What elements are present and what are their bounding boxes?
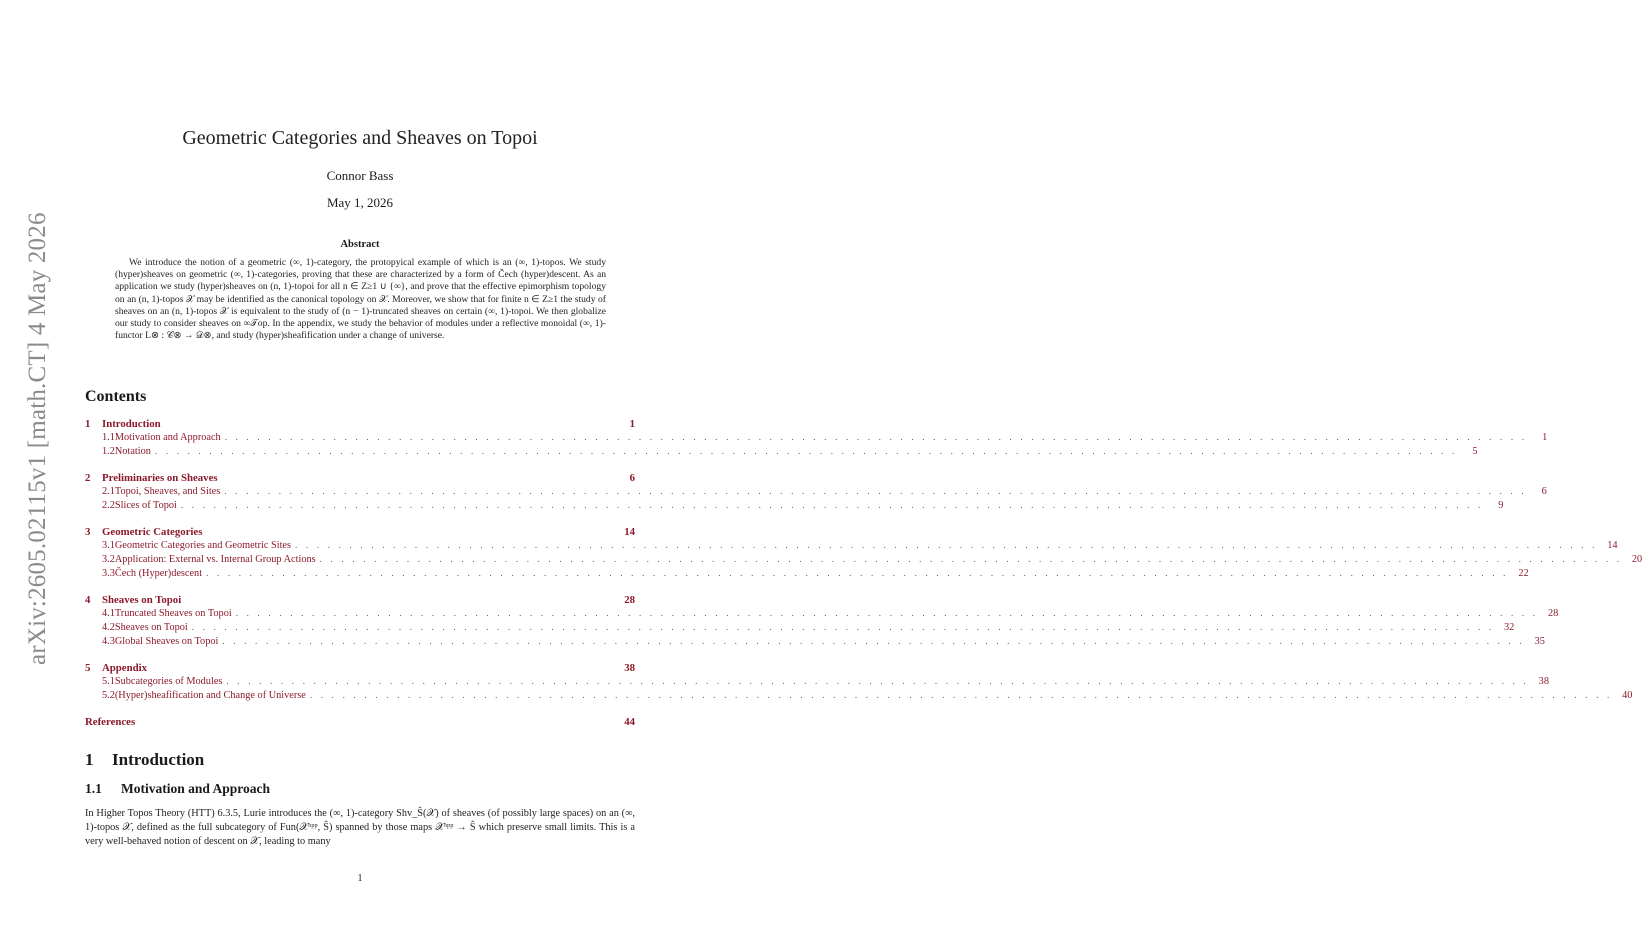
toc-subsection-number: 3.1 bbox=[102, 540, 115, 551]
body-paragraph: In Higher Topos Theory (HTT) 6.3.5, Lurie introduces the (∞, 1)-category Shv_Ŝ(𝒳) of sheaves (of possibly large spaces) on an (∞, 1)-topos 𝒳, defined as the full subcategory of Fun(𝒳ᵒᵖᵖ, Ŝ) spanned by those maps 𝒳ᵒᵖᵖ → Ŝ which preserve small limits. This is a very well-behaved notion of descent on 𝒳, leading to many bbox=[85, 808, 635, 848]
toc-subsection-page: 38 bbox=[1538, 676, 1549, 687]
toc-subsection[interactable] bbox=[85, 608, 1559, 622]
toc-subsection[interactable] bbox=[85, 446, 1478, 460]
toc-subsection-number: 5.1 bbox=[102, 676, 115, 687]
subsection-title: Motivation and Approach bbox=[121, 781, 271, 796]
toc-section-page: 14 bbox=[624, 526, 635, 538]
toc-subsection-label: Motivation and Approach bbox=[114, 432, 221, 443]
toc-spacer bbox=[85, 514, 635, 526]
toc-section[interactable] bbox=[85, 526, 635, 540]
table-of-contents bbox=[85, 418, 1642, 730]
toc-subsection-number: 1.2 bbox=[102, 446, 115, 457]
section-title: Introduction bbox=[112, 750, 205, 769]
toc-subsection-page: 5 bbox=[1472, 446, 1478, 457]
toc-subsection-label: Sheaves on Topoi bbox=[114, 622, 188, 633]
toc-subsection-page: 35 bbox=[1534, 636, 1545, 647]
toc-section-label: Appendix bbox=[102, 662, 148, 674]
toc-section-number: 4 bbox=[85, 594, 91, 606]
toc-subsection-page: 22 bbox=[1518, 568, 1529, 579]
section-heading bbox=[85, 750, 204, 770]
toc-subsection-label: Subcategories of Modules bbox=[114, 676, 223, 687]
toc-leader-dots: . . . . . . . . . . . . . . . . . . . . . . . . . . . . . . . . . . . . . . . . . . . . . . . . . . . . . . . . . . . . . . . . . . . . . . . . . . . . . . . . . . . . . . . . . . . . . . . . . . . . . . . . . . . . . . . . . . . . . . . . bbox=[206, 568, 1509, 578]
toc-subsection-label: Čech (Hyper)descent bbox=[114, 568, 203, 579]
toc-subsection-number: 3.2 bbox=[102, 554, 115, 565]
toc-leader-dots: . . . . . . . . . . . . . . . . . . . . . . . . . . . . . . . . . . . . . . . . . . . . . . . . . . . . . . . . . . . . . . . . . . . . . . . . . . . . . . . . . . . . . . . . . . . . . . . . . . . . . . . . . . . . . . . . . . . . . . . . bbox=[180, 500, 1484, 510]
toc-leader-dots: . . . . . . . . . . . . . . . . . . . . . . . . . . . . . . . . . . . . . . . . . . . . . . . . . . . . . . . . . . . . . . . . . . . . . . . . . . . . . . . . . . . . . . . . . . . . . . . . . . . . . . . . . . . . . . . . . . . . . . . . bbox=[191, 622, 1495, 632]
abstract-text: We introduce the notion of a geometric (∞, 1)-category, the protopyical example of which is an (∞, 1)-topos. We study (hyper)sheaves on geometric (∞, 1)-categories, proving that these are characterized by a form of Čech (hyper)descent. As an application we study (hyper)sheaves on (n, 1)-topoi for all n ∈ Z≥1 ∪ {∞}, and prove that the effective epimorphism topology on an (n, 1)-topos 𝒳 may be identified as the canonical topology on 𝒳. Moreover, we show that for finite n ∈ Z≥1 the study of sheaves on an (n, 1)-topos 𝒳 is equivalent to the study of (n − 1)-truncated sheaves on certain (∞, 1)-topoi. We then globalize our study to consider sheaves on ∞𝒯op. In the appendix, we study the behavior of modules under a reflective monoidal (∞, 1)-functor L⊗ : 𝒞⊗ → 𝒟⊗, and study (hyper)sheafification under a change of universe. bbox=[115, 257, 606, 342]
toc-subsection-label: (Hyper)sheafification and Change of Universe bbox=[114, 690, 306, 701]
toc-subsection[interactable] bbox=[85, 676, 1549, 690]
toc-leader-dots: . . . . . . . . . . . . . . . . . . . . . . . . . . . . . . . . . . . . . . . . . . . . . . . . . . . . . . . . . . . . . . . . . . . . . . . . . . . . . . . . . . . . . . . . . . . . . . . . . . . . . . . . . . . . . . . . . . . . . . . . bbox=[222, 636, 1525, 646]
toc-references-page: 44 bbox=[624, 716, 635, 728]
toc-subsection-page: 20 bbox=[1631, 554, 1642, 565]
toc-subsection-page: 1 bbox=[1542, 432, 1548, 443]
toc-subsection-label: Truncated Sheaves on Topoi bbox=[114, 608, 232, 619]
toc-leader-dots: . . . . . . . . . . . . . . . . . . . . . . . . . . . . . . . . . . . . . . . . . . . . . . . . . . . . . . . . . . . . . . . . . . . . . . . . . . . . . . . . . . . . . . . . . . . . . . . . . . . . . . . . . . . . . . . . . . . . . . . . bbox=[226, 676, 1529, 686]
toc-section-page: 1 bbox=[629, 418, 635, 430]
toc-subsection-number: 1.1 bbox=[102, 432, 115, 443]
toc-subsection[interactable] bbox=[85, 568, 1529, 582]
toc-leader-dots: . . . . . . . . . . . . . . . . . . . . . . . . . . . . . . . . . . . . . . . . . . . . . . . . . . . . . . . . . . . . . . . . . . . . . . . . . . . . . . . . . . . . . . . . . . . . . . . . . . . . . . . . . . . . . . . . . . . . . . . . bbox=[235, 608, 1539, 618]
toc-spacer bbox=[85, 704, 635, 716]
toc-subsection-number: 4.3 bbox=[102, 636, 115, 647]
toc-subsection-page: 14 bbox=[1607, 540, 1618, 551]
subsection-number: 1.1 bbox=[85, 781, 102, 796]
section-number: 1 bbox=[85, 750, 94, 769]
toc-spacer bbox=[85, 460, 635, 472]
toc-references-label: References bbox=[85, 716, 136, 728]
toc-leader-dots: . . . . . . . . . . . . . . . . . . . . . . . . . . . . . . . . . . . . . . . . . . . . . . . . . . . . . . . . . . . . . . . . . . . . . . . . . . . . . . . . . . . . . . . . . . . . . . . . . . . . . . . . . . . . . . . . . . . . . . . . bbox=[295, 540, 1598, 550]
toc-subsection-number: 2.2 bbox=[102, 500, 115, 511]
toc-subsection-label: Global Sheaves on Topoi bbox=[114, 636, 219, 647]
toc-subsection-label: Notation bbox=[114, 446, 151, 457]
toc-subsection[interactable] bbox=[85, 500, 1504, 514]
paper-title: Geometric Categories and Sheaves on Topoi bbox=[182, 127, 538, 149]
toc-section[interactable] bbox=[85, 594, 635, 608]
toc-leader-dots: . . . . . . . . . . . . . . . . . . . . . . . . . . . . . . . . . . . . . . . . . . . . . . . . . . . . . . . . . . . . . . . . . . . . . . . . . . . . . . . . . . . . . . . . . . . . . . . . . . . . . . . . . . . . . . . . . . . . . . . . bbox=[319, 554, 1623, 564]
toc-subsection-label: Topoi, Sheaves, and Sites bbox=[114, 486, 221, 497]
toc-subsection[interactable] bbox=[85, 432, 1548, 446]
toc-section-number: 1 bbox=[85, 418, 91, 430]
toc-subsection[interactable] bbox=[85, 540, 1618, 554]
toc-section-number: 2 bbox=[85, 472, 91, 484]
toc-subsection[interactable] bbox=[85, 690, 1633, 704]
date: May 1, 2026 bbox=[326, 195, 394, 210]
toc-spacer bbox=[85, 582, 635, 594]
toc-leader-dots: . . . . . . . . . . . . . . . . . . . . . . . . . . . . . . . . . . . . . . . . . . . . . . . . . . . . . . . . . . . . . . . . . . . . . . . . . . . . . . . . . . . . . . . . . . . . . . . . . . . . . . . . . . . . . . . . . . . . . . . . bbox=[224, 486, 1527, 496]
contents-heading: Contents bbox=[85, 388, 147, 405]
toc-spacer bbox=[85, 650, 635, 662]
toc-subsection-page: 6 bbox=[1541, 486, 1547, 497]
toc-subsection-page: 9 bbox=[1498, 500, 1504, 511]
page-number: 1 bbox=[357, 873, 363, 884]
toc-subsection-number: 2.1 bbox=[102, 486, 115, 497]
arxiv-identifier: arXiv:2605.02115v1 [math.CT] 4 May 2026 bbox=[24, 212, 51, 665]
toc-subsection[interactable] bbox=[85, 622, 1515, 636]
toc-section-number: 5 bbox=[85, 662, 91, 674]
toc-subsection-label: Slices of Topoi bbox=[114, 500, 177, 511]
toc-section-page: 6 bbox=[629, 472, 635, 484]
toc-leader-dots: . . . . . . . . . . . . . . . . . . . . . . . . . . . . . . . . . . . . . . . . . . . . . . . . . . . . . . . . . . . . . . . . . . . . . . . . . . . . . . . . . . . . . . . . . . . . . . . . . . . . . . . . . . . . . . . . . . . . . . . . bbox=[154, 446, 1458, 456]
toc-subsection-page: 40 bbox=[1622, 690, 1633, 701]
toc-section[interactable] bbox=[85, 472, 635, 486]
toc-section-page: 38 bbox=[624, 662, 635, 674]
author: Connor Bass bbox=[326, 168, 394, 183]
toc-subsection[interactable] bbox=[85, 554, 1642, 568]
toc-subsection-label: Geometric Categories and Geometric Sites bbox=[114, 540, 292, 551]
toc-section-label: Introduction bbox=[102, 418, 161, 430]
toc-section[interactable] bbox=[85, 418, 635, 432]
toc-section-label: Preliminaries on Sheaves bbox=[102, 472, 218, 484]
toc-subsection-number: 4.2 bbox=[102, 622, 115, 633]
toc-section-number: 3 bbox=[85, 526, 91, 538]
toc-section-page: 28 bbox=[624, 594, 635, 606]
toc-subsection-page: 28 bbox=[1547, 608, 1559, 619]
toc-leader-dots: . . . . . . . . . . . . . . . . . . . . . . . . . . . . . . . . . . . . . . . . . . . . . . . . . . . . . . . . . . . . . . . . . . . . . . . . . . . . . . . . . . . . . . . . . . . . . . . . . . . . . . . . . . . . . . . . . . . . . . . . bbox=[224, 432, 1528, 442]
toc-references[interactable] bbox=[85, 716, 635, 730]
toc-section-label: Sheaves on Topoi bbox=[102, 594, 182, 606]
toc-subsection-label: Application: External vs. Internal Group Actions bbox=[114, 554, 316, 565]
subsection-heading bbox=[85, 781, 270, 797]
toc-leader-dots: . . . . . . . . . . . . . . . . . . . . . . . . . . . . . . . . . . . . . . . . . . . . . . . . . . . . . . . . . . . . . . . . . . . . . . . . . . . . . . . . . . . . . . . . . . . . . . . . . . . . . . . . . . . . . . . . . . . . . . . . bbox=[309, 690, 1613, 700]
toc-subsection-page: 32 bbox=[1504, 622, 1515, 633]
toc-subsection-number: 5.2 bbox=[102, 690, 115, 701]
toc-subsection[interactable] bbox=[85, 636, 1545, 650]
toc-subsection-number: 4.1 bbox=[102, 608, 115, 619]
toc-section[interactable] bbox=[85, 662, 635, 676]
toc-subsection-number: 3.3 bbox=[102, 568, 115, 579]
toc-subsection[interactable] bbox=[85, 486, 1547, 500]
toc-section-label: Geometric Categories bbox=[102, 526, 203, 538]
abstract-heading: Abstract bbox=[340, 239, 380, 250]
